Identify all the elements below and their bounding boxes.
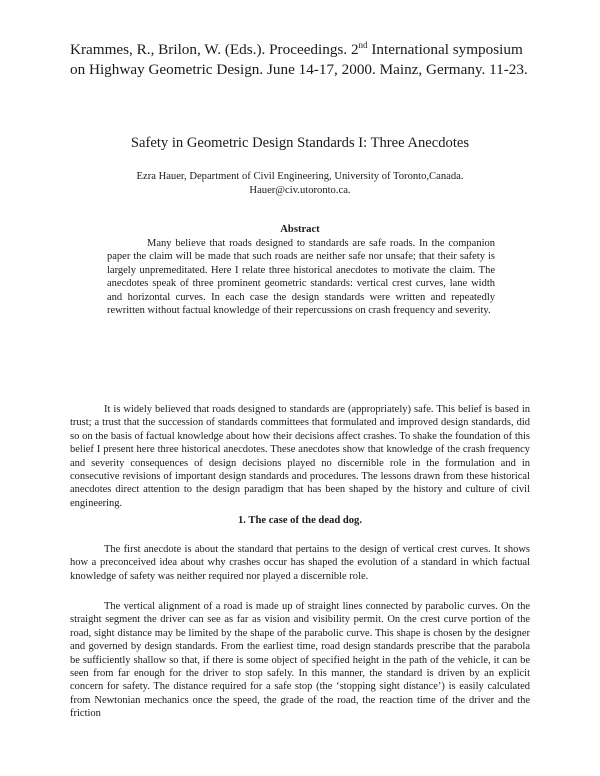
abstract-text: Many believe that roads designed to standards are safe roads. In the companion paper the claim will be made that such roads are neither safe nor unsafe; that their safety is largely unpremeditated. Here I relate three historical anecdotes to motivate the claim. The anecdotes speak of three prominent geometric standards: vertical crest curves, lane width and horizontal curves. In each case the design standards were written and repeatedly rewritten without factual knowledge of their repercussions on crash frequency and severity. [107, 238, 495, 317]
author-affiliation: Ezra Hauer, Department of Civil Engineering, University of Toronto,Canada. [136, 171, 464, 182]
abstract-heading: Abstract [280, 224, 320, 235]
citation-text-continued: International symposium on Highway Geometric Design. June 14-17, 2000. Mainz, Germany. 11-23. [70, 41, 528, 78]
section-heading: 1. The case of the dead dog. [238, 515, 362, 526]
section-paragraph: The vertical alignment of a road is made up of straight lines connected by parabolic curves. On the straight segment the driver can see as far as vision and visibility permit. On the crest curve portion of the road, sight distance may be limited by the shape of the parabolic curve. This shape is chosen by the designer and governed by design standards. From the earliest time, road design standards prescribe that the parabola be sufficiently shallow so that, if there is some object of specified height in the path of the vehicle, it can be seen from far enough for the driver to stop safely. In this manner, the standard is driven by an explicit concern for safety. The distance required for a safe stop (the ‘stopping sight distance’) is easily calculated from Newtonian mechanics once the speed, the grade of the road, the reaction time of the driver and the friction [70, 601, 530, 720]
author-block [0, 170, 600, 198]
citation [70, 40, 540, 80]
section-paragraph: The first anecdote is about the standard that pertains to the design of vertical crest curves. It shows how a preconceived idea about why crashes occur has shaped the evolution of a standard in which factual knowledge of safety was neither required nor played a discernible role. [70, 544, 530, 582]
intro-paragraph: It is widely believed that roads designed to standards are (appropriately) safe. This belief is based in trust; a trust that the succession of standards committees that formulated and improved design standards, did so on the basis of factual knowledge about how their decisions affect crashes. To shake the foundation of this belief I present here three historical anecdotes. These anecdotes show that knowledge of the crash frequency and severity consequences of design decisions played no discernible role in the formulation and in consecutive revisions of important design standards and procedures. The lessons drawn from these historical anecdotes direct attention to the design paradigm that has been shaped by the history and culture of civil engineering. [70, 404, 530, 509]
citation-text: Krammes, R., Brilon, W. (Eds.). Proceedings. 2 [70, 41, 359, 58]
citation-superscript: nd [358, 39, 368, 50]
paper-title: Safety in Geometric Design Standards I: Three Anecdotes [130, 135, 470, 151]
author-email: Hauer@civ.utoronto.ca. [249, 185, 351, 196]
